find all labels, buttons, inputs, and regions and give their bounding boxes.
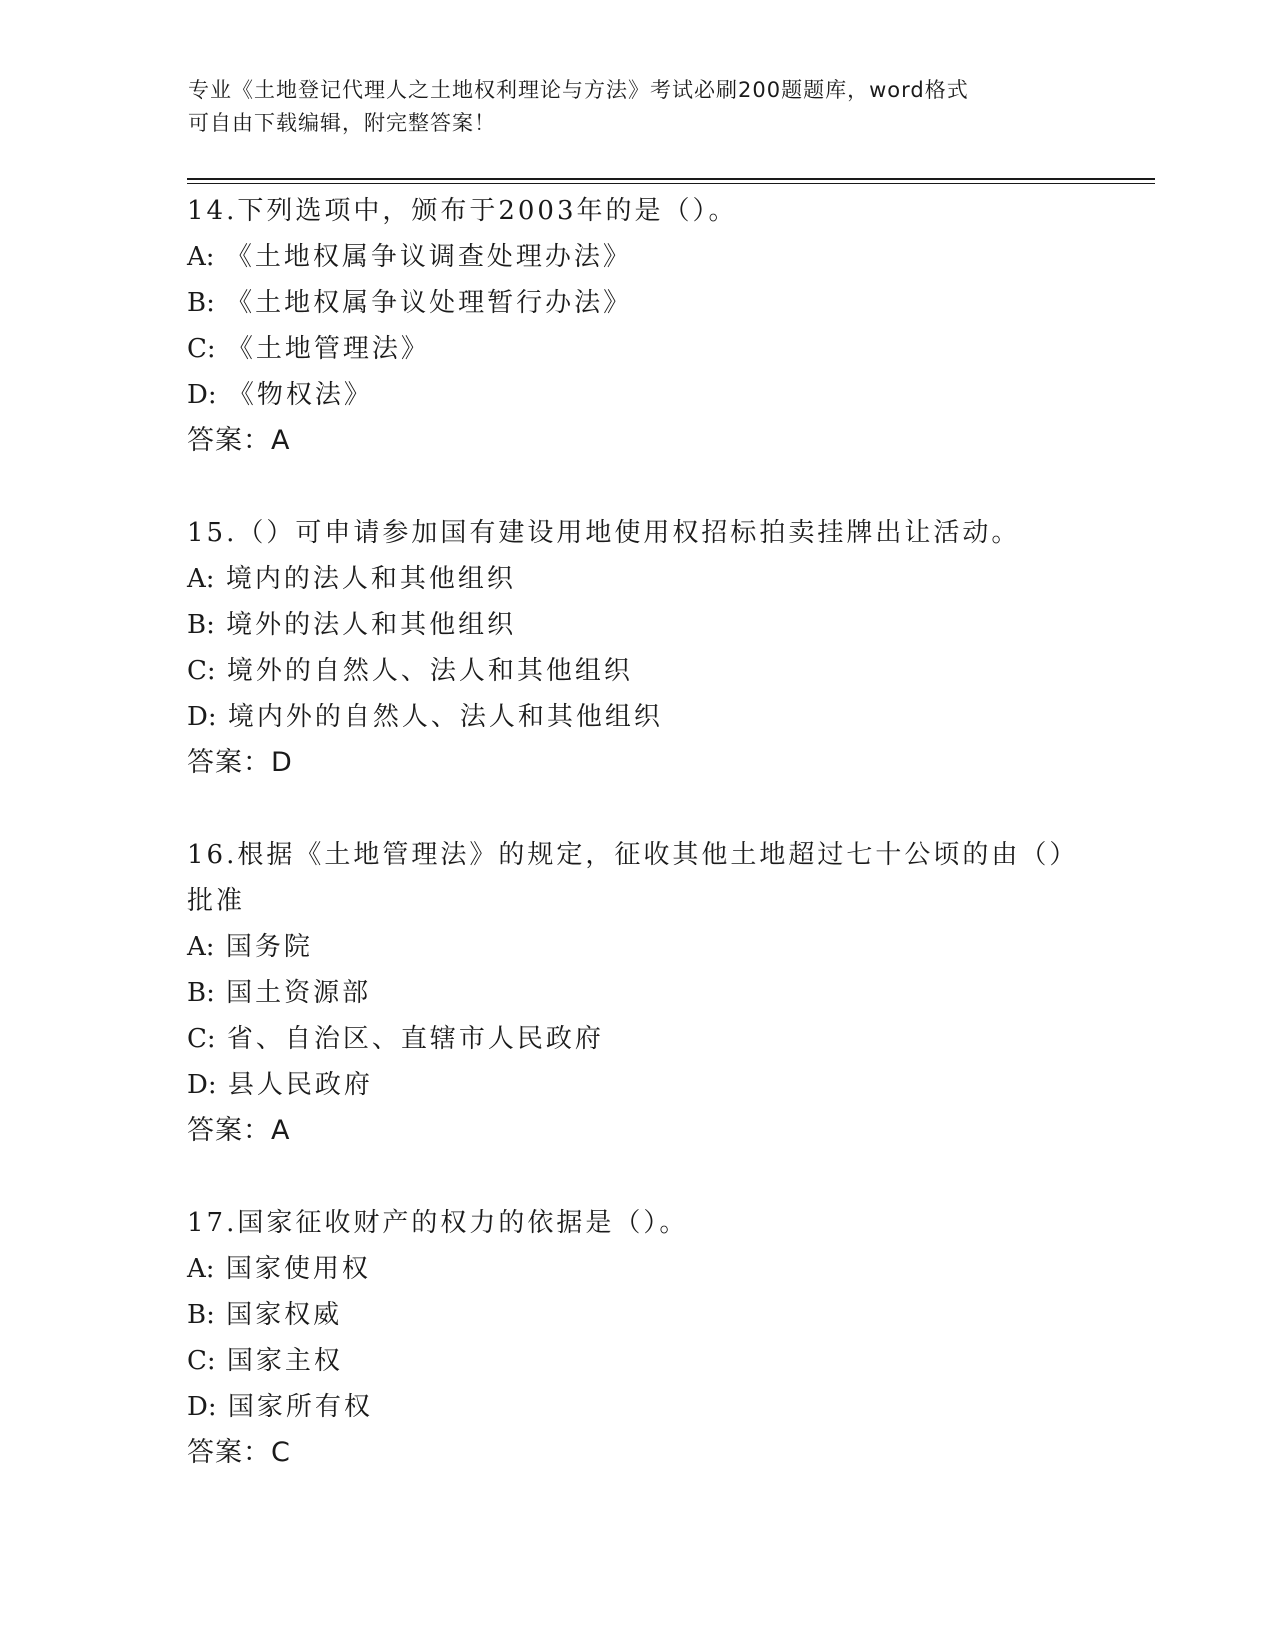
option-text: 国家所有权 bbox=[227, 1392, 373, 1422]
option-letter: B: bbox=[187, 978, 215, 1008]
answer-line: 答案：C bbox=[187, 1437, 291, 1468]
option-text: 国务院 bbox=[225, 932, 313, 962]
option-d bbox=[187, 372, 1087, 418]
option-b bbox=[187, 602, 1087, 648]
question-stem: 17.国家征收财产的权力的依据是（）。 bbox=[187, 1208, 689, 1238]
option-text: 《土地管理法》 bbox=[226, 334, 430, 364]
option-letter: C: bbox=[187, 334, 216, 364]
question-17 bbox=[187, 1200, 1087, 1476]
option-text: 《土地权属争议调查处理办法》 bbox=[225, 242, 632, 272]
option-text: 境外的法人和其他组织 bbox=[226, 610, 517, 640]
question-stem: 14.下列选项中，颁布于2003年的是（）。 bbox=[187, 196, 738, 226]
question-list bbox=[187, 188, 1087, 1522]
question-15 bbox=[187, 510, 1087, 786]
option-d bbox=[187, 1062, 1087, 1108]
option-text: 国家使用权 bbox=[225, 1254, 371, 1284]
option-text: 《土地权属争议处理暂行办法》 bbox=[226, 288, 633, 318]
option-letter: D: bbox=[187, 1392, 217, 1422]
option-c bbox=[187, 326, 1087, 372]
option-letter: C: bbox=[187, 1346, 216, 1376]
option-text: 省、自治区、直辖市人民政府 bbox=[226, 1024, 604, 1054]
option-text: 境内的法人和其他组织 bbox=[225, 564, 516, 594]
document-header bbox=[188, 74, 1068, 140]
option-letter: D: bbox=[187, 702, 217, 732]
option-letter: A: bbox=[187, 932, 215, 962]
option-letter: D: bbox=[187, 1070, 217, 1100]
header-title-line-1: 专业《土地登记代理人之土地权利理论与方法》考试必刷200题题库，word格式 bbox=[188, 78, 969, 102]
option-letter: B: bbox=[187, 1300, 215, 1330]
question-stem: 15.（）可申请参加国有建设用地使用权招标拍卖挂牌出让活动。 bbox=[187, 518, 1021, 548]
option-letter: C: bbox=[187, 1024, 216, 1054]
option-text: 国土资源部 bbox=[226, 978, 372, 1008]
option-d bbox=[187, 1384, 1087, 1430]
option-a bbox=[187, 924, 1087, 970]
option-text: 县人民政府 bbox=[227, 1070, 373, 1100]
option-letter: A: bbox=[187, 564, 215, 594]
option-c bbox=[187, 1338, 1087, 1384]
option-d bbox=[187, 694, 1087, 740]
option-letter: B: bbox=[187, 610, 215, 640]
header-divider-thick bbox=[187, 178, 1155, 180]
option-b bbox=[187, 280, 1087, 326]
option-b bbox=[187, 970, 1087, 1016]
option-text: 《物权法》 bbox=[227, 380, 373, 410]
option-c bbox=[187, 648, 1087, 694]
question-stem: 16.根据《土地管理法》的规定，征收其他土地超过七十公顷的由（）批准 bbox=[187, 840, 1066, 916]
question-14 bbox=[187, 188, 1087, 464]
option-a bbox=[187, 556, 1087, 602]
option-text: 境内外的自然人、法人和其他组织 bbox=[227, 702, 663, 732]
option-letter: C: bbox=[187, 656, 216, 686]
option-letter: B: bbox=[187, 288, 215, 318]
answer-line: 答案：A bbox=[187, 1115, 291, 1146]
option-a bbox=[187, 234, 1087, 280]
option-text: 国家权威 bbox=[226, 1300, 343, 1330]
option-letter: A: bbox=[187, 1254, 215, 1284]
question-16 bbox=[187, 832, 1087, 1154]
option-c bbox=[187, 1016, 1087, 1062]
answer-line: 答案：A bbox=[187, 425, 291, 456]
option-letter: A: bbox=[187, 242, 215, 272]
answer-line: 答案：D bbox=[187, 747, 293, 778]
option-letter: D: bbox=[187, 380, 217, 410]
option-a bbox=[187, 1246, 1087, 1292]
option-b bbox=[187, 1292, 1087, 1338]
option-text: 国家主权 bbox=[226, 1346, 343, 1376]
header-divider-thin bbox=[187, 183, 1155, 184]
option-text: 境外的自然人、法人和其他组织 bbox=[226, 656, 633, 686]
header-title-line-2: 可自由下载编辑，附完整答案！ bbox=[188, 111, 496, 135]
